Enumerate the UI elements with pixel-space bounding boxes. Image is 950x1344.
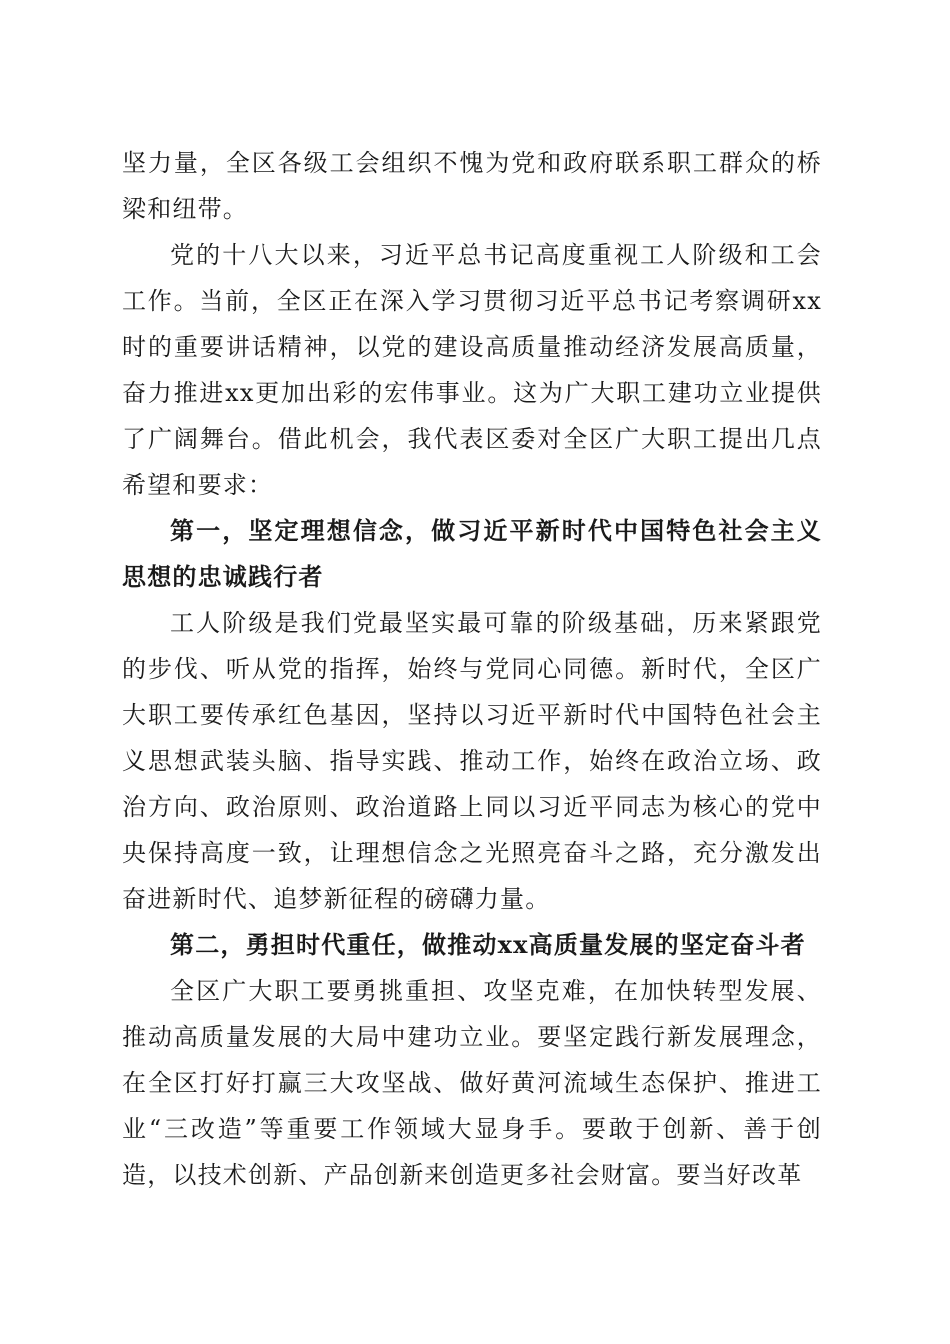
section-heading-first: 第一，坚定理想信念，做习近平新时代中国特色社会主义思想的忠诚践行者 (122, 516, 822, 591)
document-body (122, 140, 822, 1198)
section-heading-second: 第二，勇担时代重任，做推动xx高质量发展的坚定奋斗者 (170, 930, 806, 959)
paragraph-first-body: 工人阶级是我们党最坚实最可靠的阶级基础，历来紧跟党的步伐、听从党的指挥，始终与党同心同德。新时代，全区广大职工要传承红色基因，坚持以习近平新时代中国特色社会主义思想武装头脑、指导实践、推动工作，始终在政治立场、政治方向、政治原则、政治道路上同以习近平同志为核心的党中央保持高度一致，让理想信念之光照亮奋斗之路，充分激发出奋进新时代、追梦新征程的磅礴力量。 (122, 609, 822, 913)
paragraph-second-body: 全区广大职工要勇挑重担、攻坚克难，在加快转型发展、推动高质量发展的大局中建功立业。要坚定践行新发展理念，在全区打好打赢三大攻坚战、做好黄河流域生态保护、推进工业“三改造”等重要工作领域大显身手。要敢于创新、善于创造，以技术创新、产品创新来创造更多社会财富。要当好改革 (122, 977, 822, 1189)
paragraph-continuation: 坚力量，全区各级工会组织不愧为党和政府联系职工群众的桥梁和纽带。 (122, 149, 822, 223)
paragraph-intro: 党的十八大以来，习近平总书记高度重视工人阶级和工会工作。当前，全区正在深入学习贯彻习近平总书记考察调研xx时的重要讲话精神，以党的建设高质量推动经济发展高质量，奋力推进xx更加出彩的宏伟事业。这为广大职工建功立业提供了广阔舞台。借此机会，我代表区委对全区广大职工提出几点希望和要求： (122, 241, 822, 499)
